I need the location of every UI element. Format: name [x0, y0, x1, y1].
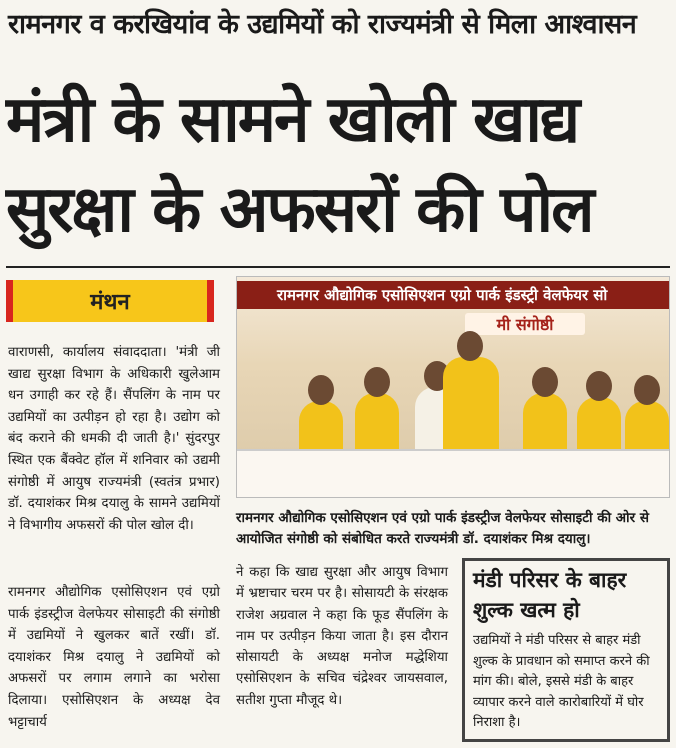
photo-stage-sign: मी संगोष्ठी [465, 313, 585, 335]
sidebar-box [462, 558, 670, 742]
photo-table [237, 449, 670, 497]
photo-person-head [532, 367, 558, 397]
sidebar-box-heading: मंडी परिसर के बाहर शुल्क खत्म हो [473, 568, 627, 622]
article-column-1-continued: रामनगर औद्योगिक एसोसिएशन एवं एग्रो पार्क इंडस्ट्रीज वेलफेयर सोसाइटी की संगोष्ठी में उद्यमियों ने खुलकर बातें रखीं। डॉ. दयाशंकर मिश्र दयालु ने उद्यमियों को अफसरों पर लगाम लगाने का भरोसा दिलाया। एसोसिएशन के अध्यक्ष देव भट्टाचार्य [8, 585, 220, 730]
article-column-2: ने कहा कि खाद्य सुरक्षा और आयुष विभाग में भ्रष्टाचार चरम पर है। सोसायटी के संरक्षक राजेश अग्रवाल ने कहा कि फूड सैंपलिंग के नाम पर उत्पीड़न किया जाता है। इस दौरान सोसायटी के अध्यक्ष मनोज मद्धेशिया एसोसिएशन के सचिव चंद्रेश्वर जायसवाल, सतीश गुप्ता मौजूद थे। [236, 565, 448, 708]
photo-speaker-head [457, 331, 483, 361]
column-tag [6, 280, 214, 322]
photo-person-head [308, 375, 334, 405]
news-photo [236, 276, 670, 498]
sidebar-box-text: उद्यमियों ने मंडी परिसर से बाहर मंडी शुल्क के प्रावधान को समाप्त करने की मांग की। बोले, इससे मंडी के बाहर व्यापार करने वाले कारोबारियों में घोर निराशा है। [473, 633, 650, 730]
main-headline-line1: मंत्री के सामने खोली खाद्य [6, 83, 579, 157]
photo-person-head [586, 371, 612, 401]
article-column-1: वाराणसी, कार्यालय संवाददाता। 'मंत्री जी खाद्य सुरक्षा विभाग के अधिकारी खुलेआम धन उगाही कर रहे हैं। सैंपलिंग के नाम पर उद्यमियों का उत्पीड़न हो रहा है। उद्योग को बंद कराने की धमकी दी जाती है।' सुंदरपुर स्थित एक बैंक्वेट हॉल में शनिवार को उद्यमी संगोष्ठी में आयुष राज्यमंत्री (स्वतंत्र प्रभार) डॉ. दयाशंकर मिश्र दयालु के सामने उद्यमियों ने विभागीय अफसरों की पोल खोल दी। [8, 345, 220, 533]
column-tag-label: मंथन [90, 290, 130, 315]
kicker-headline: रामनगर व करखियांव के उद्यमियों को राज्यमंत्री से मिला आश्वासन [8, 9, 637, 40]
photo-banner: रामनगर औद्योगिक एसोसिएशन एग्रो पार्क इंडस्ट्री वेलफेयर सो [237, 281, 670, 309]
main-headline-line2: सुरक्षा के अफसरों की पोल [6, 173, 593, 247]
divider [6, 266, 670, 268]
photo-person-head [364, 367, 390, 397]
photo-caption: रामनगर औद्योगिक एसोसिएशन एवं एग्रो पार्क इंडस्ट्रीज वेलफेयर सोसाइटी की ओर से आयोजित संगोष्ठी को संबोधित करते राज्यमंत्री डॉ. दयाशंकर मिश्र दयालु। [236, 510, 649, 547]
photo-person-head [634, 375, 660, 405]
